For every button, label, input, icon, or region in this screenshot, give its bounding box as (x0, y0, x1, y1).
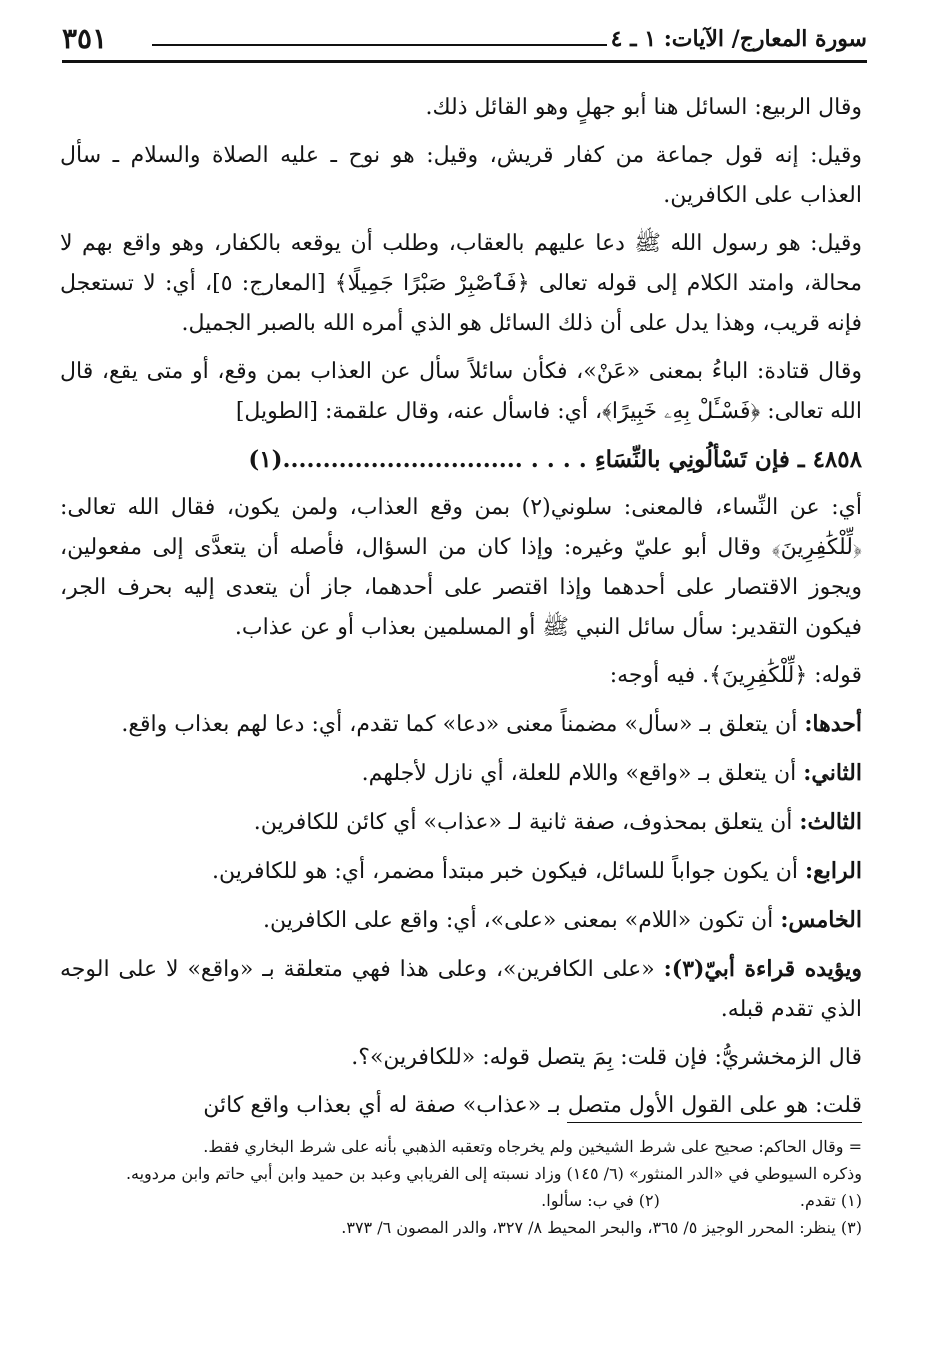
item-label: الثاني: (803, 760, 862, 786)
paragraph (60, 949, 862, 1030)
item-label: الثالث: (799, 809, 862, 835)
paragraph (60, 753, 862, 794)
item-text: أن يتعلق بـ «سأل» مضمناً معنى «دعا» كما تقدم، أي: دعا لهم بعذاب واقع. (121, 712, 798, 737)
main-text (60, 88, 862, 1134)
item-label: الرابع: (804, 858, 862, 884)
footnote-row (80, 1187, 862, 1214)
page-number: ٣٥١ (62, 22, 108, 55)
item-text: أن يتعلق بمحذوف، صفة ثانية لـ «عذاب» أي كائن للكافرين. (253, 810, 793, 835)
footnote: (١) تقدم. (799, 1191, 862, 1210)
surah-title: سورة المعارج/ الآيات: ١ ـ ٤ (610, 26, 867, 52)
item-label: ويؤيده قراءة أبيّ(٣): (663, 956, 863, 982)
paragraph (60, 802, 862, 843)
header-rule (152, 44, 607, 46)
paragraph (60, 704, 862, 745)
paragraph: قوله: ﴿لِّلْكَٰفِرِينَ﴾. فيه أوجه: (609, 663, 862, 688)
footnotes (80, 1133, 862, 1241)
footnote-continuation: وذكره السيوطي في «الدر المنثور» (٦/ ١٤٥) وزاد نسبته إلى الفريابي وعبد بن حميد وابن أبي حاتم وابن مردويه. (125, 1164, 862, 1183)
item-text: أن يتعلق بـ «واقع» واللام للعلة، أي نازل لأجلهم. (361, 761, 797, 786)
paragraph: قال الزمخشريُّ: فإن قلت: بِمَ يتصل قوله: «للكافرين»؟. (351, 1045, 862, 1070)
poetry-verse: ٤٨٥٨ ـ فإن تَسْألُونِي بالنِّسَاءِ . . . . ..............................(١) (248, 446, 862, 473)
paragraph: أي: عن النِّساء، فالمعنى: سلوني(٢) بمن وقع العذاب، ولمن يكون، فقال الله تعالى: ﴿لِّلْكَٰفِرِينَ﴾ وقال أبو عليّ وغيره: وإذا كان من السؤال، فأصله أن يتعدَّى إلى مفعولين، ويجوز الاقتصار على أحدهما وإذا اقتصر على أحدهما، جاز أن يتعدى إليه بحرف الجر، فيكون التقدير: سأل سائل النبي ﷺ أو المسلمين بعذاب أو عن عذاب. (60, 495, 862, 640)
item-label: الخامس: (780, 907, 862, 933)
paragraph: وقال الربيع: السائل هنا أبو جهلٍ وهو القائل ذلك. (425, 95, 862, 120)
footnote-continuation: = وقال الحاكم: صحيح على شرط الشيخين ولم يخرجاه وتعقبه الذهبي بأنه على شرط البخاري فقط. (203, 1137, 862, 1156)
item-text: أن يكون جواباً للسائل، فيكون خبر مبتدأ مضمر، أي: هو للكافرين. (212, 859, 798, 884)
paragraph: قلت: هو على القول الأول متصل بـ «عذاب» صفة له أي بعذاب واقع كائن (203, 1093, 862, 1118)
paragraph: وقال قتادة: الباءُ بمعنى «عَنْ»، فكأن سائلاً سأل عن العذاب بمن وقع، أو متى يقع، قال الله تعالى: ﴿فَسْـَٔلْ بِهِۦ خَبِيرًا﴾، أي: فاسأل عنه، وقال علقمة: [الطويل] (60, 359, 862, 424)
paragraph (60, 900, 862, 941)
footnote: (٣) ينظر: المحرر الوجيز ٥/ ٣٦٥، والبحر المحيط ٨/ ٣٢٧، والدر المصون ٦/ ٣٧٣. (341, 1218, 862, 1237)
footnote: (٢) في ب: سألوا. (541, 1191, 660, 1210)
paragraph (60, 851, 862, 892)
item-label: أحدها: (804, 711, 862, 737)
running-header (62, 20, 867, 63)
footnote-separator (567, 1122, 862, 1123)
item-text: أن تكون «اللام» بمعنى «على»، أي: واقع على الكافرين. (262, 908, 774, 933)
paragraph: وقيل: إنه قول جماعة من كفار قريش، وقيل: هو نوح ـ عليه الصلاة والسلام ـ سأل العذاب على الكافرين. (60, 143, 862, 208)
item-text: «على الكافرين»، وعلى هذا فهي متعلقة بـ «واقع» لا على الوجه الذي تقدم قبله. (60, 957, 862, 1022)
paragraph: وقيل: هو رسول الله ﷺ دعا عليهم بالعقاب، وطلب أن يوقعه بالكفار، وهو واقع بهم لا محالة، وامتد الكلام إلى قوله تعالى ﴿فَٱصْبِرْ صَبْرًا جَمِيلًا﴾ [المعارج: ٥]، أي: لا تستعجل فإنه قريب، وهذا يدل على أن ذلك السائل هو الذي أمره الله بالصبر الجميل. (60, 231, 862, 336)
